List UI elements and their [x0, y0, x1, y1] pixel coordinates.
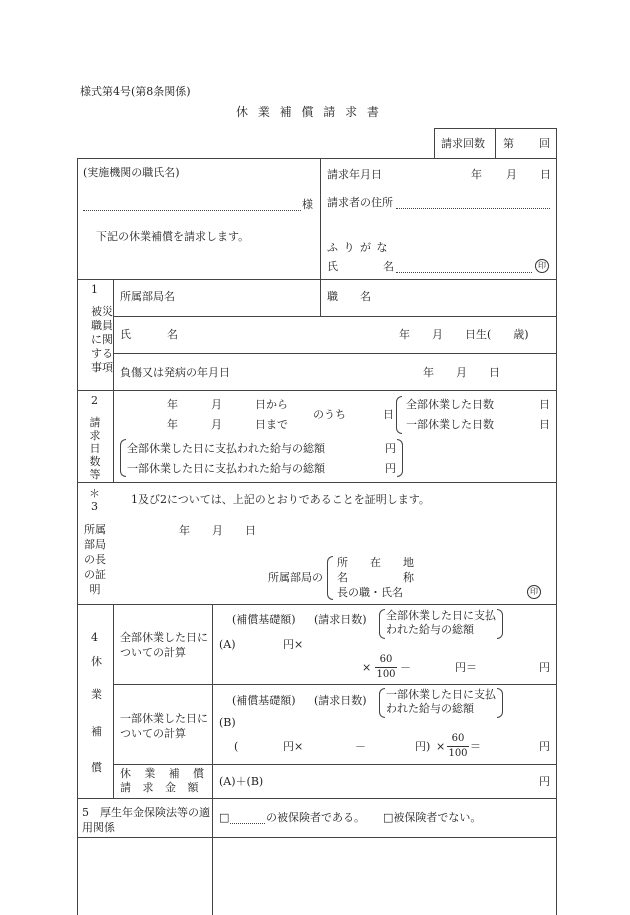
page-title: 休 業 補 償 請 求 書 — [236, 105, 382, 119]
name-label-b: 名 — [383, 260, 394, 273]
section4-char-2: 業 — [91, 688, 102, 701]
address-field[interactable] — [396, 208, 550, 209]
insured-label: の被保険者である。 — [266, 811, 365, 824]
full-times: × — [362, 661, 372, 674]
name-label-a: 氏 — [327, 260, 338, 273]
request-date-label: 請求年月日 — [327, 168, 382, 181]
period-to: 年 月 日まで — [167, 418, 288, 431]
section3-number: 3 — [91, 500, 98, 513]
partial-result-yen: 円 — [539, 740, 550, 753]
a-label: (A) — [219, 638, 236, 651]
insured-checkbox[interactable]: □ — [219, 811, 230, 824]
b-yen-times: 円× — [283, 740, 304, 753]
sama-label: 様 — [302, 198, 313, 211]
dept-label: 所属部局名 — [120, 290, 175, 303]
section2-title: 請求日数等 — [89, 416, 101, 481]
partial-days-unit: 日 — [539, 418, 550, 431]
full-result-yen: 円 — [539, 661, 550, 674]
request-text: 下記の休業補償を請求します。 — [96, 230, 250, 243]
a-yen-times: 円× — [283, 638, 304, 651]
location-label: 所 在 地 — [337, 556, 414, 569]
insurance-type-field[interactable] — [230, 823, 265, 824]
paren-open: ( — [234, 740, 239, 753]
section4-number: 4 — [91, 631, 98, 644]
partial-pay-yen: 円 — [385, 462, 396, 475]
total-formula: (A)＋(B) — [219, 775, 264, 788]
section1-title: 被災職員に関する事項 — [91, 305, 113, 374]
partial-calc-label: 一部休業した日についての計算 — [120, 712, 208, 740]
certification-text: 1及び2については、上記のとおりであることを証明します。 — [131, 493, 430, 506]
section4-char-1: 休 — [91, 655, 102, 668]
not-insured-option[interactable]: □被保険者でない。 — [383, 811, 482, 824]
agency-label: (実施機関の職氏名) — [83, 166, 180, 179]
claim-days-label: (請求日数) — [314, 613, 367, 626]
claim-count-suffix: 回 — [539, 137, 550, 150]
full-days-label: 全部休業した日数 — [406, 398, 494, 411]
form-number: 様式第4号(第8条関係) — [80, 85, 191, 98]
uchi-label: のうち — [313, 408, 346, 421]
partial-times: × — [436, 740, 446, 753]
base-amount-label: (補償基礎額) — [232, 613, 296, 626]
day-label: 日 — [540, 168, 551, 181]
injury-date-label: 負傷又は発病の年月日 — [120, 366, 230, 379]
injury-date: 年 月 日 — [423, 366, 500, 379]
full-pay-yen: 円 — [385, 442, 396, 455]
period-from: 年 月 日から — [167, 398, 288, 411]
name-label: 名 称 — [337, 571, 414, 584]
section3-mark: ＊ — [89, 487, 100, 500]
claim-count-label: 請求回数 — [441, 137, 485, 150]
victim-name-label-a: 氏 — [120, 328, 131, 341]
furigana-label: ふ り が な — [327, 241, 389, 254]
partial-pay-label: 一部休業した日に支払われた給与の総額 — [127, 462, 325, 475]
head-name-label: 長の職・氏名 — [337, 586, 403, 599]
full-yen-equals: 円＝ — [455, 661, 477, 674]
full-calc-label: 全部休業した日についての計算 — [120, 631, 208, 659]
victim-name-label-b: 名 — [167, 328, 178, 341]
fraction-60-100-2: 60 100 — [448, 733, 468, 759]
section2-number: 2 — [91, 394, 98, 407]
partial-equals: ＝ — [470, 740, 481, 753]
dept-head-label: 所属部局の — [268, 571, 323, 584]
b-label: (B) — [219, 716, 236, 729]
full-days-unit: 日 — [539, 398, 550, 411]
certification-date: 年 月 日 — [179, 524, 256, 537]
post-label-a: 職 — [327, 290, 338, 303]
section4-char-3: 補 — [91, 725, 102, 738]
birth-date: 年 月 日生( 歳) — [399, 328, 529, 341]
partial-minus: － — [355, 740, 366, 753]
partial-days-label: 一部休業した日数 — [406, 418, 494, 431]
full-pay-paren: 全部休業した日に支払われた給与の総額 — [386, 609, 496, 636]
day-unit: 日 — [383, 408, 394, 421]
claim-days-label-2: (請求日数) — [314, 694, 367, 707]
address-label: 請求者の住所 — [327, 196, 393, 209]
year-label: 年 — [471, 168, 482, 181]
base-amount-label-2: (補償基礎額) — [232, 694, 296, 707]
partial-pay-paren: 一部休業した日に支払われた給与の総額 — [386, 688, 496, 715]
section4-char-4: 償 — [91, 761, 102, 774]
month-label: 月 — [506, 168, 517, 181]
total-yen: 円 — [539, 775, 550, 788]
fraction-60-100: 60 100 — [376, 654, 396, 680]
section3-title: 所属部局の長の証明 — [84, 523, 106, 596]
total-label: 休 業 補 償 請 求 金 額 — [120, 767, 208, 794]
section1-number: 1 — [91, 283, 98, 296]
section5-label: 5 厚生年金保険法等の適用関係 — [82, 806, 210, 834]
post-label-b: 名 — [360, 290, 371, 303]
paren-close-yen: 円) — [415, 740, 431, 753]
seal-icon: 印 — [527, 585, 541, 599]
claim-count-prefix: 第 — [503, 137, 514, 150]
full-minus: － — [400, 661, 411, 674]
agency-name-field[interactable] — [83, 210, 301, 211]
seal-icon: 印 — [535, 259, 549, 273]
claimant-name-field[interactable] — [396, 272, 532, 273]
full-pay-label: 全部休業した日に支払われた給与の総額 — [127, 442, 325, 455]
